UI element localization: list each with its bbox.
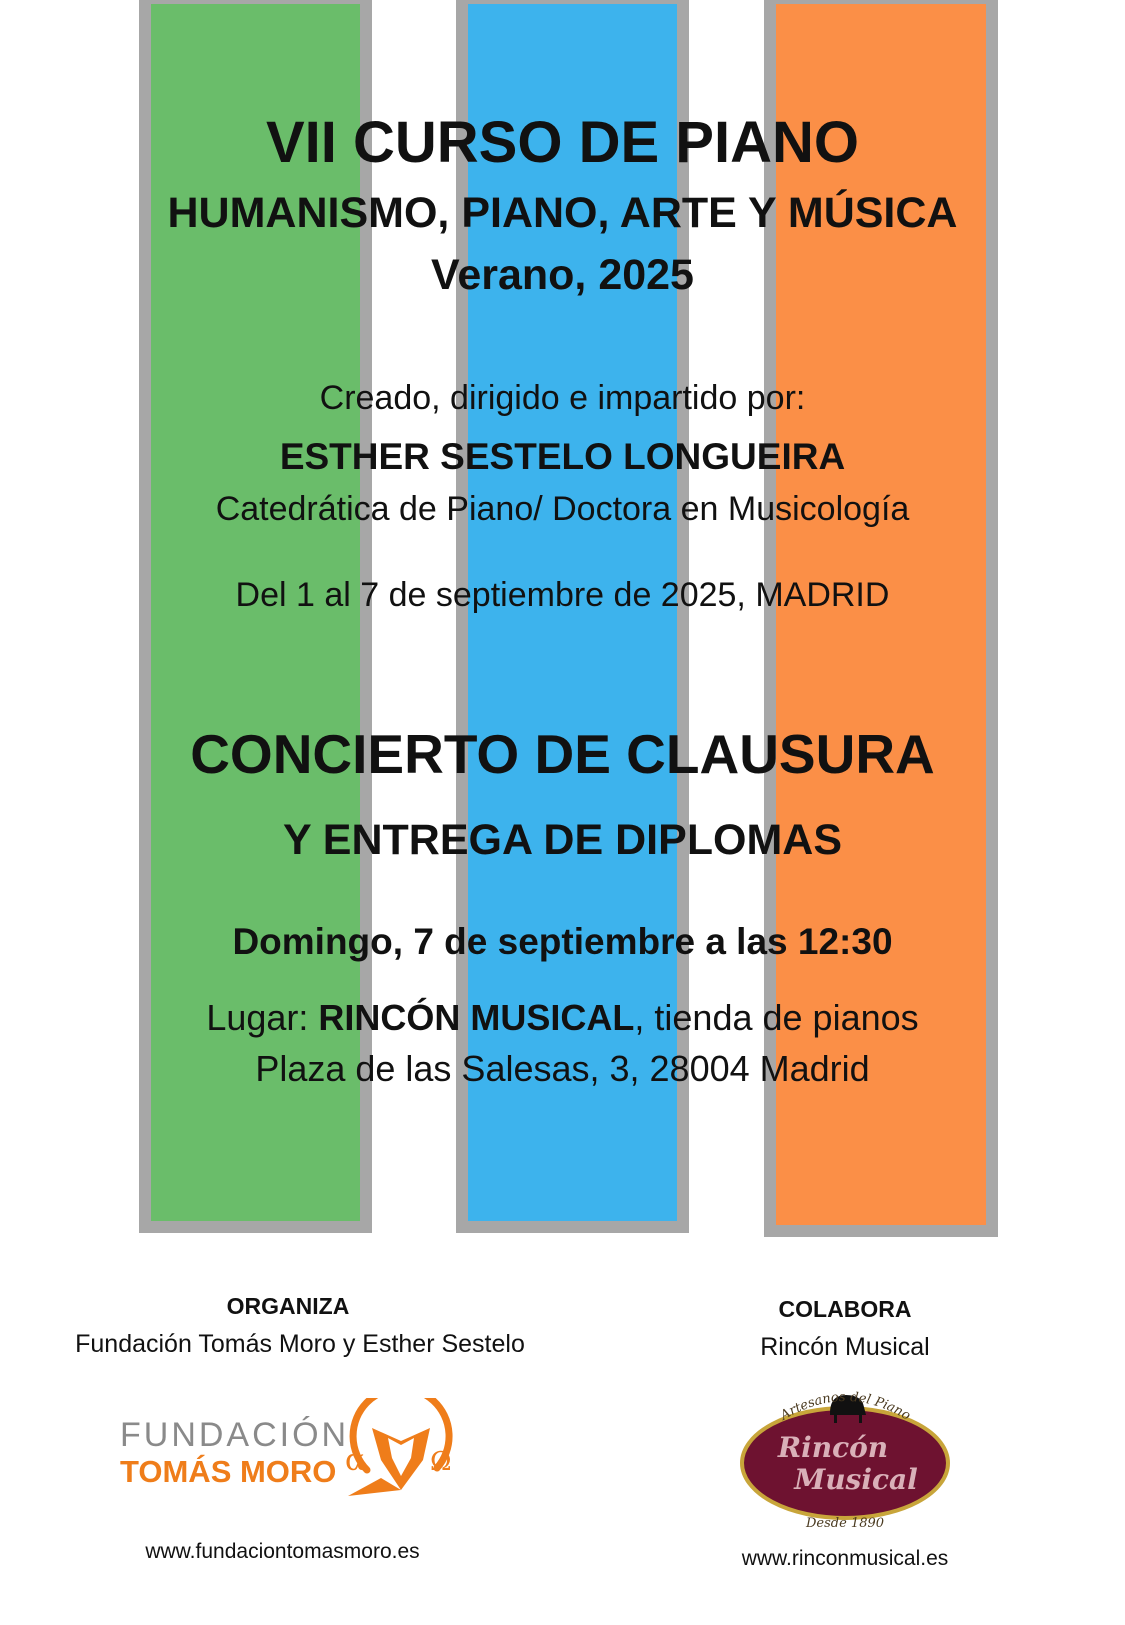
concert-title: CONCIERTO DE CLAUSURA	[190, 723, 935, 785]
ftm-logo-line1: FUNDACIÓN	[120, 1416, 350, 1454]
ftm-logo-line2: TOMÁS MORO	[120, 1454, 337, 1489]
rm-logo-line1: Rincón	[777, 1431, 889, 1464]
colabora-name: Rincón Musical	[760, 1333, 930, 1361]
venue-address: Plaza de las Salesas, 3, 28004 Madrid	[255, 1048, 870, 1089]
concert-subtitle: Y ENTREGA DE DIPLOMAS	[282, 816, 843, 864]
rm-logo-line2: Musical	[794, 1463, 918, 1496]
svg-text:α: α	[345, 1443, 366, 1478]
colabora-label: COLABORA	[778, 1296, 912, 1322]
rm-logo-since: Desde 1890	[805, 1516, 885, 1531]
rm-logo-arc-text: Artesanos del Piano	[777, 1389, 913, 1424]
created-by-text: Creado, dirigido e impartido por:	[319, 379, 806, 417]
concert-date: Domingo, 7 de septiembre a las 12:30	[232, 921, 893, 962]
course-subtitle: HUMANISMO, PIANO, ARTE Y MÚSICA	[167, 189, 958, 237]
course-title: VII CURSO DE PIANO	[266, 110, 859, 175]
teacher-name: ESTHER SESTELO LONGUEIRA	[279, 436, 846, 477]
venue-suffix: , tienda de pianos	[634, 997, 919, 1038]
course-season: Verano, 2025	[431, 251, 694, 299]
venue-prefix: Lugar:	[206, 997, 319, 1038]
svg-text:Ω: Ω	[430, 1447, 452, 1477]
organiza-name: Fundación Tomás Moro y Esther Sestelo	[75, 1330, 525, 1358]
fundacion-tomas-moro-logo	[120, 1398, 480, 1508]
ftm-emblem-icon	[345, 1398, 452, 1496]
teacher-role: Catedrática de Piano/ Doctora en Musicología	[215, 490, 910, 528]
rincon-musical-logo	[738, 1373, 953, 1533]
organiza-website[interactable]: www.fundaciontomasmoro.es	[145, 1540, 420, 1563]
venue-line	[0, 996, 1125, 1040]
venue-name: RINCÓN MUSICAL	[318, 997, 635, 1038]
organiza-label: ORGANIZA	[226, 1293, 350, 1319]
colabora-website[interactable]: www.rinconmusical.es	[741, 1547, 949, 1570]
course-dates: Del 1 al 7 de septiembre de 2025, MADRID	[235, 576, 890, 614]
